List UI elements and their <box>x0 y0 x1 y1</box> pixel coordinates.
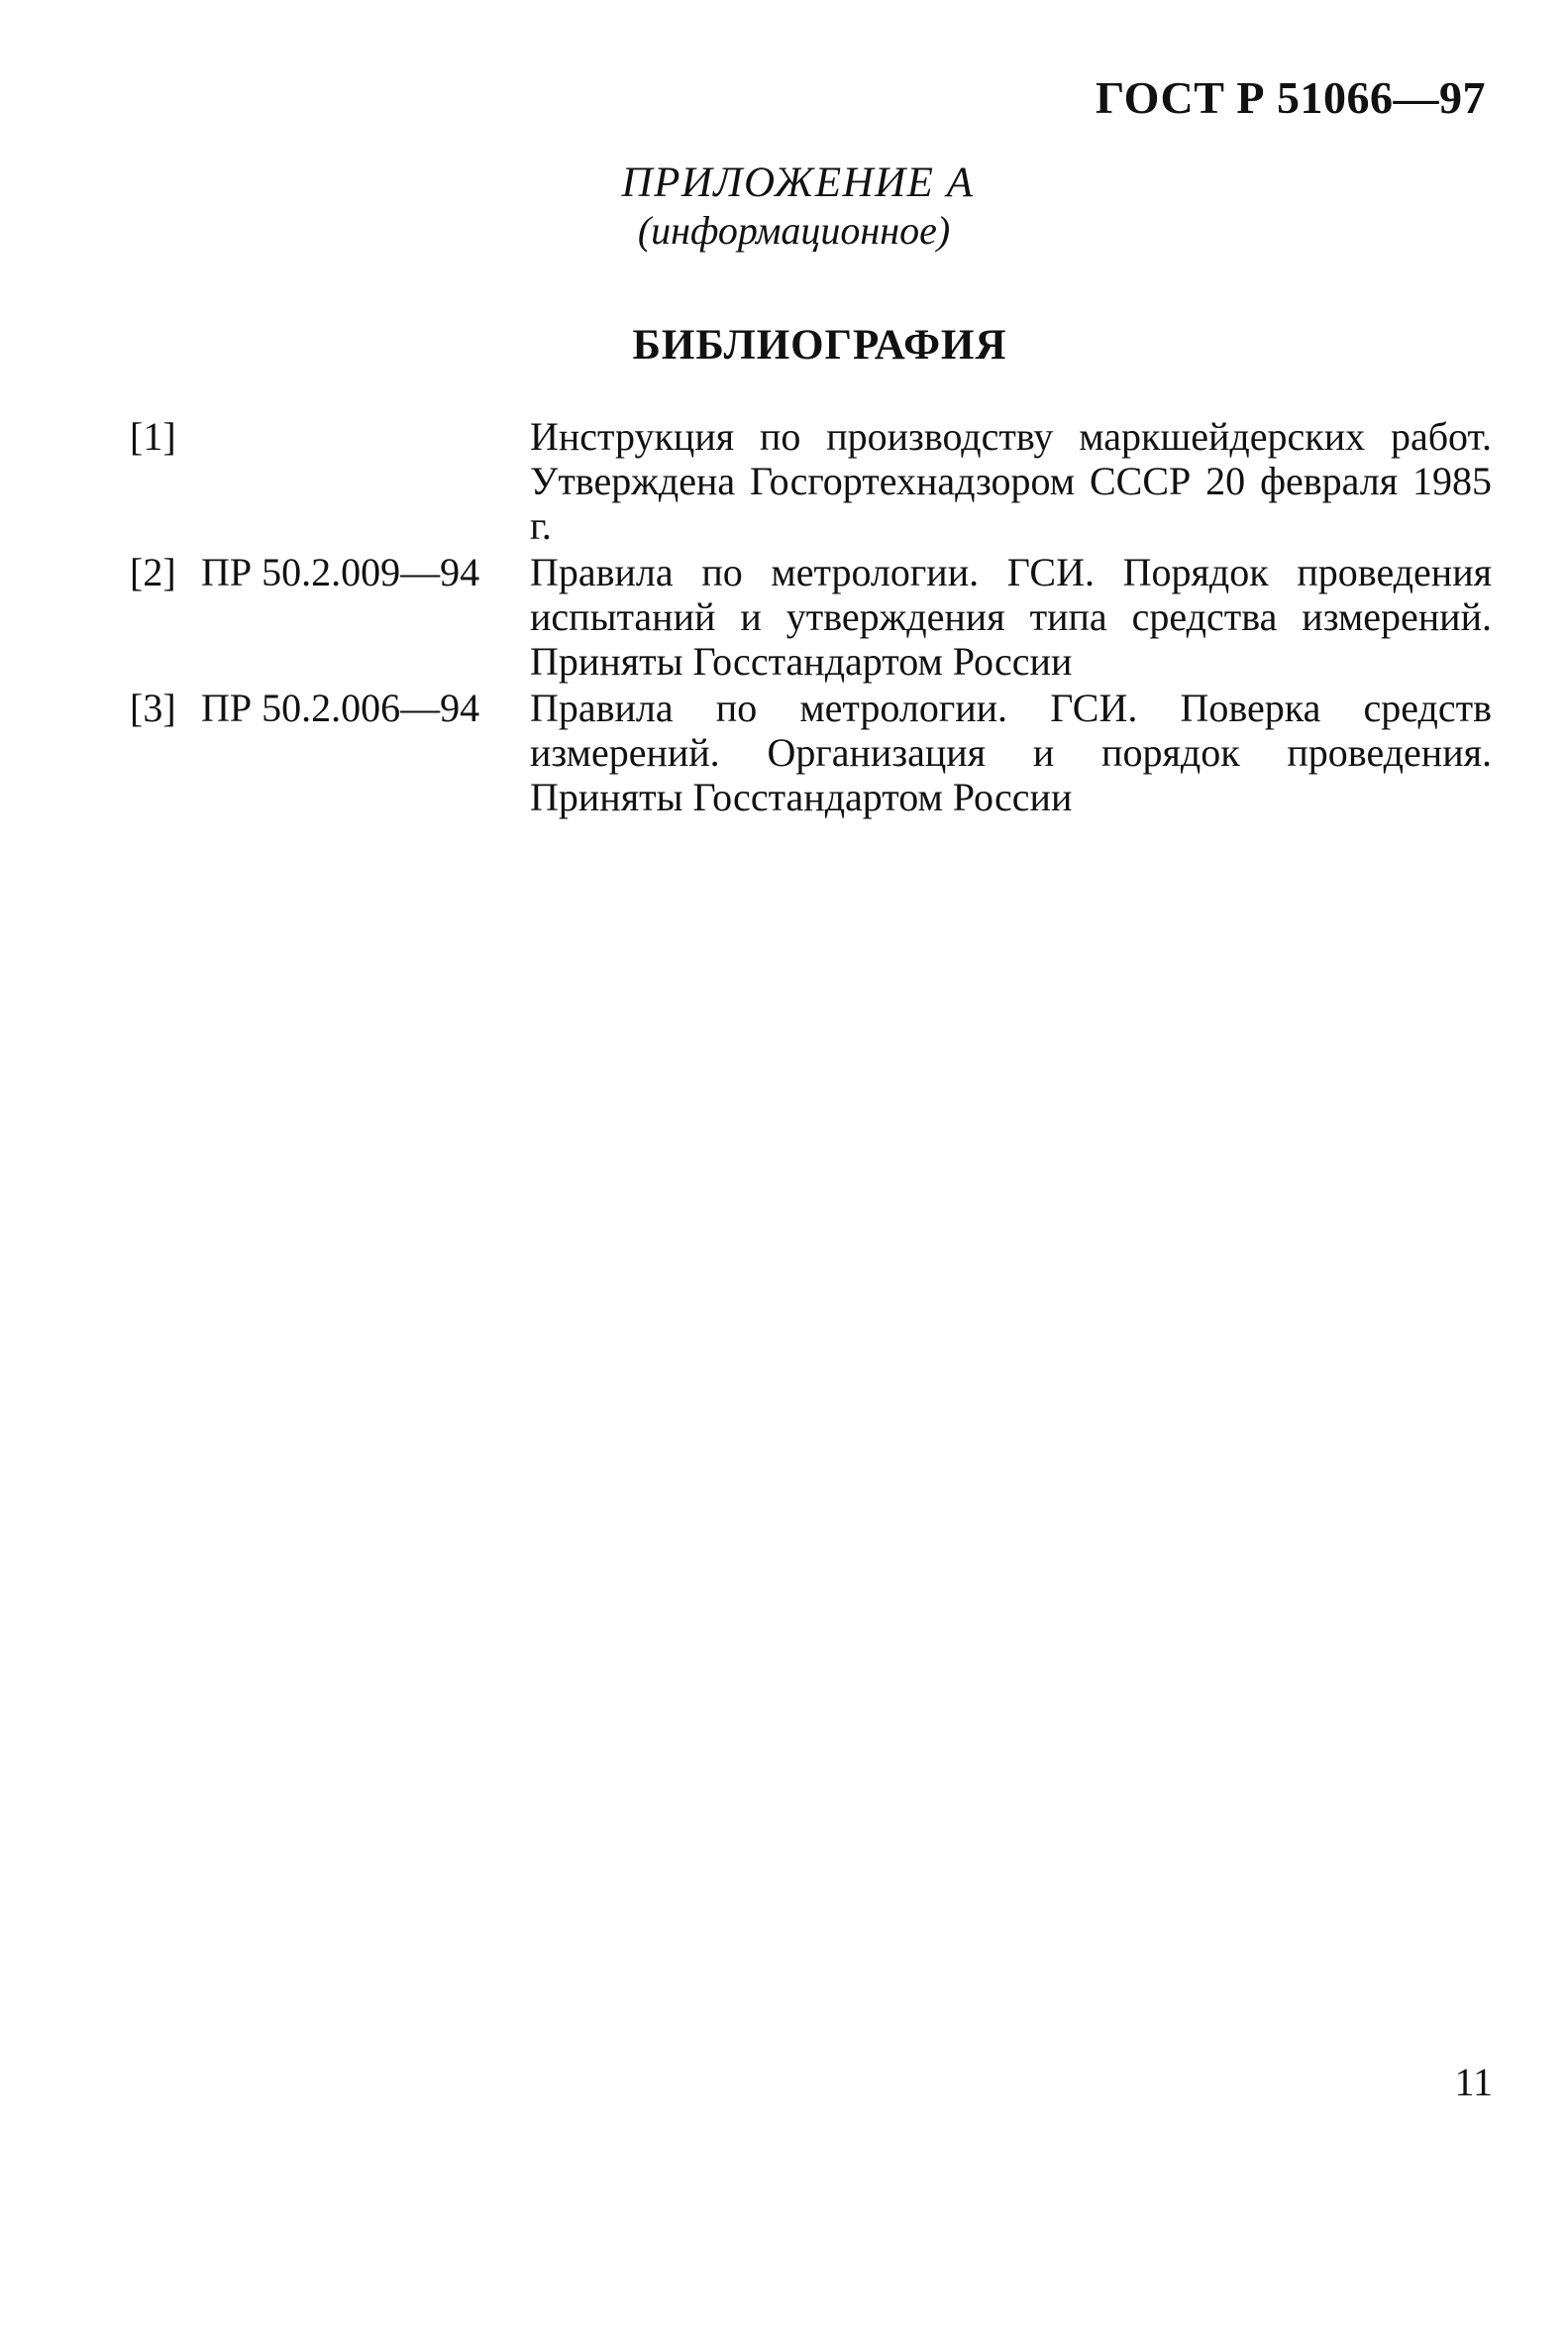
bibliography-entry-text: Инструкция по производству маркшейдерских работ. Утверждена Госгортехнадзором СССР 20 февраля 1985 г. <box>530 414 1492 548</box>
bibliography-list <box>130 414 1492 821</box>
standard-code-header: ГОСТ Р 51066—97 <box>1096 72 1486 123</box>
bibliography-title: БИБЛИОГРАФИЯ <box>632 322 1007 369</box>
appendix-subtitle: (информационное) <box>637 208 951 253</box>
bibliography-entry-number: [3] <box>130 686 176 730</box>
bibliography-entry <box>130 686 1492 819</box>
page-number: 11 <box>1454 2060 1493 2104</box>
appendix-heading <box>0 159 1568 254</box>
appendix-title: ПРИЛОЖЕНИЕ А <box>621 160 975 206</box>
bibliography-entry-text: Правила по метрологии. ГСИ. Поверка средств измерений. Организация и порядок проведения. Приняты Госстандартом России <box>530 686 1492 819</box>
bibliography-entry <box>130 550 1492 684</box>
bibliography-entry-text: Правила по метрологии. ГСИ. Порядок проведения испытаний и утверждения типа средства измерений. Приняты Госстандартом России <box>530 550 1492 684</box>
bibliography-entry-number: [1] <box>130 414 176 459</box>
bibliography-entry-number: [2] <box>130 550 176 594</box>
bibliography-entry <box>130 414 1492 548</box>
bibliography-entry-code <box>201 414 530 548</box>
bibliography-entry-code: ПР 50.2.006—94 <box>201 686 480 730</box>
bibliography-entry-code: ПР 50.2.009—94 <box>201 550 480 594</box>
